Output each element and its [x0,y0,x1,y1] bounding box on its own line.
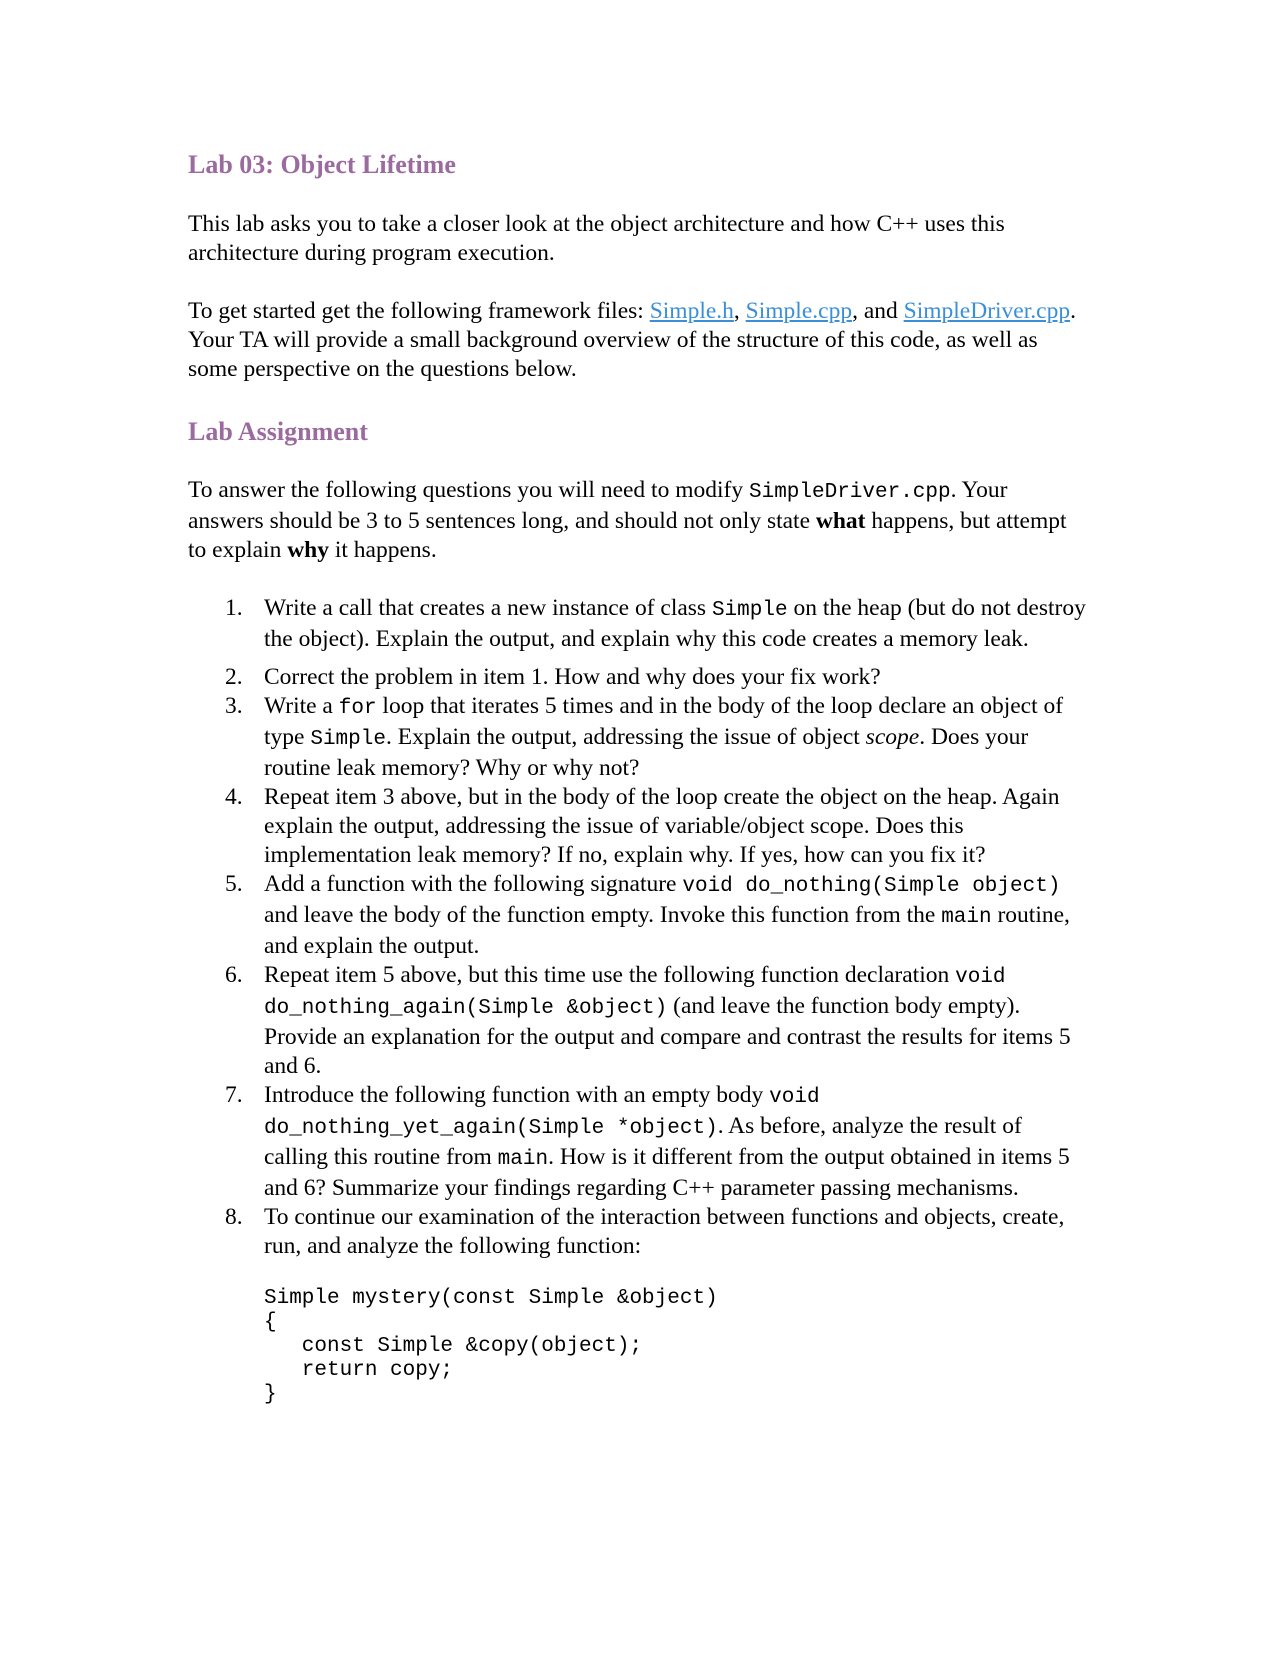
task-text: Add a function with the following signature [264,871,683,897]
inline-code: Simple [711,599,788,622]
task-text: Repeat item 3 above, but in the body of the loop create the object on the heap. Again explain the output, addressing the issue of variable/object scope. Does this implementation leak memory? If no, explain why. If yes, how can you fix it? [264,784,1060,868]
framework-files-paragraph [188,297,1088,384]
italic-text: scope [865,724,920,750]
inline-code: main [941,906,992,929]
task-item-7 [188,1081,1088,1203]
task-text: and leave the body of the function empty. Invoke this function from the [264,902,942,928]
inline-code: main [497,1148,549,1171]
task-item-1 [188,594,1088,654]
instructions-text: To answer the following questions you will need to modify [188,477,749,503]
task-text: Correct the problem in item 1. How and why does your fix work? [264,664,881,690]
inline-code: SimpleDriver.cpp [748,481,951,504]
task-text: . Does your routine leak memory? Why or why not? [264,724,1029,781]
instructions-text: . Your answers should be 3 to 5 sentences long, and should not only state [188,477,1008,534]
files-prefix: To get started get the following framework files: [188,298,650,324]
task-number: 1. [225,595,243,621]
files-separator: , and [852,298,904,324]
document-content [188,150,1088,1407]
task-list [188,594,1088,1261]
task-text: . As before, analyze the result of calling this routine from [264,1113,1022,1170]
lab-assignment-heading: Lab Assignment [188,417,368,446]
instructions-text: happens, but attempt to explain [188,508,1067,563]
instructions-paragraph [188,476,1088,565]
task-text: Repeat item 5 above, but this time use the following function declaration [264,962,956,988]
simple-h-link[interactable]: Simple.h [649,298,734,324]
intro-paragraph: This lab asks you to take a closer look at the object architecture and how C++ uses this architecture during program execution. [188,211,1005,266]
files-suffix: . Your TA will provide a small background overview of the structure of this code, as well as some perspective on the questions below. [188,298,1076,382]
task-number: 3. [225,693,243,719]
task-text: Introduce the following function with an empty body [264,1082,770,1108]
bold-text: what [815,508,866,534]
instructions-text: it happens. [329,537,437,563]
inline-code: void do_nothing_again(Simple &object) [264,966,1006,1020]
inline-code: void do_nothing_yet_again(Simple *object) [264,1086,820,1140]
simple-driver-cpp-link[interactable]: SimpleDriver.cpp [903,298,1071,324]
bold-text: why [287,537,329,563]
files-separator: , [733,298,746,324]
task-text: on the heap (but do not destroy the object). Explain the output, and explain why this code creates a memory leak. [264,595,1086,652]
task-item-8 [188,1203,1088,1261]
inline-code: void do_nothing(Simple object) [682,875,1061,898]
task-text: Write a call that creates a new instance of class [264,595,712,621]
task-number: 2. [225,664,243,690]
task-text: Write a [264,693,339,719]
task-number: 8. [225,1204,243,1230]
task-text: . Explain the output, addressing the issue of object [385,724,866,750]
task-item-3 [188,692,1088,783]
task-item-6 [188,961,1088,1081]
task-text: loop that iterates 5 times and in the body of the loop declare an object of type [264,693,1064,750]
task-number: 4. [225,784,243,810]
task-number: 5. [225,871,243,897]
code-block: Simple mystery(const Simple &object) { const Simple &copy(object); return copy; } [264,1287,718,1406]
task-item-4 [188,783,1088,870]
task-text: (and leave the function body empty). Provide an explanation for the output and compare and contrast the results for items 5 and 6. [264,993,1071,1079]
task-number: 7. [225,1082,243,1108]
page-title: Lab 03: Object Lifetime [188,150,456,179]
task-text: . How is it different from the output obtained in items 5 and 6? Summarize your findings regarding C++ parameter passing mechanisms. [264,1144,1070,1201]
simple-cpp-link[interactable]: Simple.cpp [745,298,853,324]
task-item-2 [188,663,1088,692]
task-text: routine, and explain the output. [264,902,1070,959]
task-text: To continue our examination of the interaction between functions and objects, create, run, and analyze the following function: [264,1204,1065,1259]
inline-code: for [338,697,377,720]
inline-code: Simple [310,728,386,751]
task-item-5 [188,870,1088,961]
task-number: 6. [225,962,243,988]
